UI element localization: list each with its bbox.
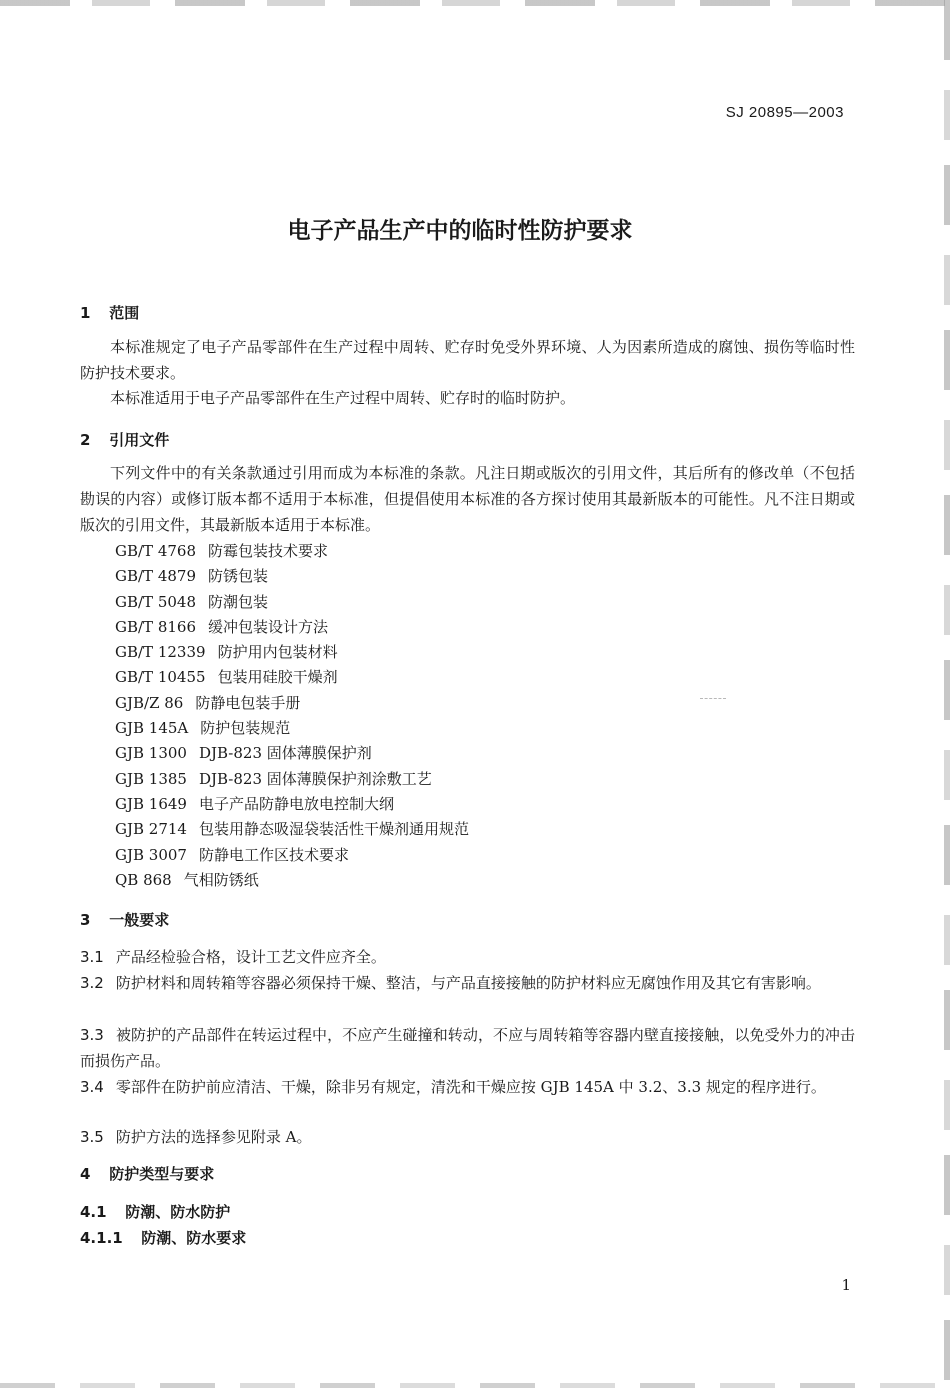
- list-item: GJB 1300 DJB-823 固体薄膜保护剂: [115, 744, 372, 763]
- scope-paragraph-1: 本标准规定了电子产品零部件在生产过程中周转、贮存时免受外界环境、人为因素所造成的腐蚀、损伤等临时性防护技术要求。: [80, 338, 855, 382]
- list-item: GJB 1385 DJB-823 固体薄膜保护剂涂敷工艺: [115, 769, 432, 788]
- clause-3-1: 3.1 产品经检验合格，设计工艺文件应齐全。: [80, 948, 386, 966]
- scope-paragraph-2: 本标准适用于电子产品零部件在生产过程中周转、贮存时的临时防护。: [110, 389, 576, 407]
- list-item: QB 868 气相防锈纸: [115, 870, 259, 889]
- section-title: 一般要求: [109, 911, 170, 929]
- subsection-4-1-heading: 4.1 防潮、防水防护: [80, 1203, 231, 1221]
- clause-3-4: 3.4 零部件在防护前应清洁、干燥，除非另有规定，清洗和干燥应按 GJB 145A 中 3.2、3.3 规定的程序进行。: [80, 1078, 826, 1096]
- section-number: 1: [80, 304, 91, 322]
- section-title: 范围: [109, 304, 140, 322]
- section-3-heading: [80, 909, 169, 930]
- list-item: GB/T 8166 缓冲包装设计方法: [115, 617, 329, 636]
- list-item: GB/T 5048 防潮包装: [115, 592, 269, 611]
- list-item: GB/T 10455 包装用硅胶干燥剂: [115, 668, 338, 687]
- scan-edge-top: [0, 0, 950, 6]
- reference-list: [115, 539, 469, 893]
- list-item: GB/T 4879 防锈包装: [115, 567, 269, 586]
- list-item: GJB 3007 防静电工作区技术要求: [115, 845, 349, 864]
- list-item: GJB 2714 包装用静态吸湿袋装活性干燥剂通用规范: [115, 820, 469, 839]
- section-1-heading: [80, 302, 139, 323]
- section-number: 3: [80, 911, 91, 929]
- section-title: 引用文件: [109, 431, 170, 449]
- scan-smudge: [700, 698, 726, 707]
- list-item: GB/T 4768 防霉包装技术要求: [115, 542, 329, 560]
- subsection-4-1-1-heading: 4.1.1 防潮、防水要求: [80, 1229, 247, 1247]
- section-number: 4: [80, 1165, 91, 1183]
- list-item: GB/T 12339 防护用内包装材料: [115, 643, 338, 662]
- scan-edge-right: [944, 0, 950, 1388]
- clause-3-5: 3.5 防护方法的选择参见附录 A。: [80, 1128, 312, 1146]
- section-title: 防护类型与要求: [109, 1165, 215, 1183]
- section-2-heading: [80, 429, 169, 450]
- clause-3-2: 3.2 防护材料和周转箱等容器必须保持干燥、整洁，与产品直接接触的防护材料应无腐蚀作用及其它有害影响。: [80, 974, 821, 992]
- page-number: 1: [841, 1276, 851, 1294]
- list-item: GJB/Z 86 防静电包装手册: [115, 693, 301, 712]
- list-item: GJB 145A 防护包装规范: [115, 719, 291, 738]
- document-code: SJ 20895—2003: [725, 104, 844, 121]
- scan-edge-bottom: [0, 1383, 950, 1388]
- section-number: 2: [80, 431, 91, 449]
- page-title: 电子产品生产中的临时性防护要求: [287, 218, 633, 244]
- references-intro: 下列文件中的有关条款通过引用而成为本标准的条款。凡注日期或版次的引用文件，其后所有的修改单（不包括勘误的内容）或修订版本都不适用于本标准，但提倡使用本标准的各方探讨使用其最新版本的可能性。凡不注日期或版次的引用文件，其最新版本适用于本标准。: [80, 464, 855, 534]
- section-4-heading: [80, 1163, 214, 1184]
- clause-3-3: 3.3 被防护的产品部件在转运过程中，不应产生碰撞和转动，不应与周转箱等容器内壁直接接触，以免受外力的冲击而损伤产品。: [80, 1026, 855, 1070]
- list-item: GJB 1649 电子产品防静电放电控制大纲: [115, 794, 394, 813]
